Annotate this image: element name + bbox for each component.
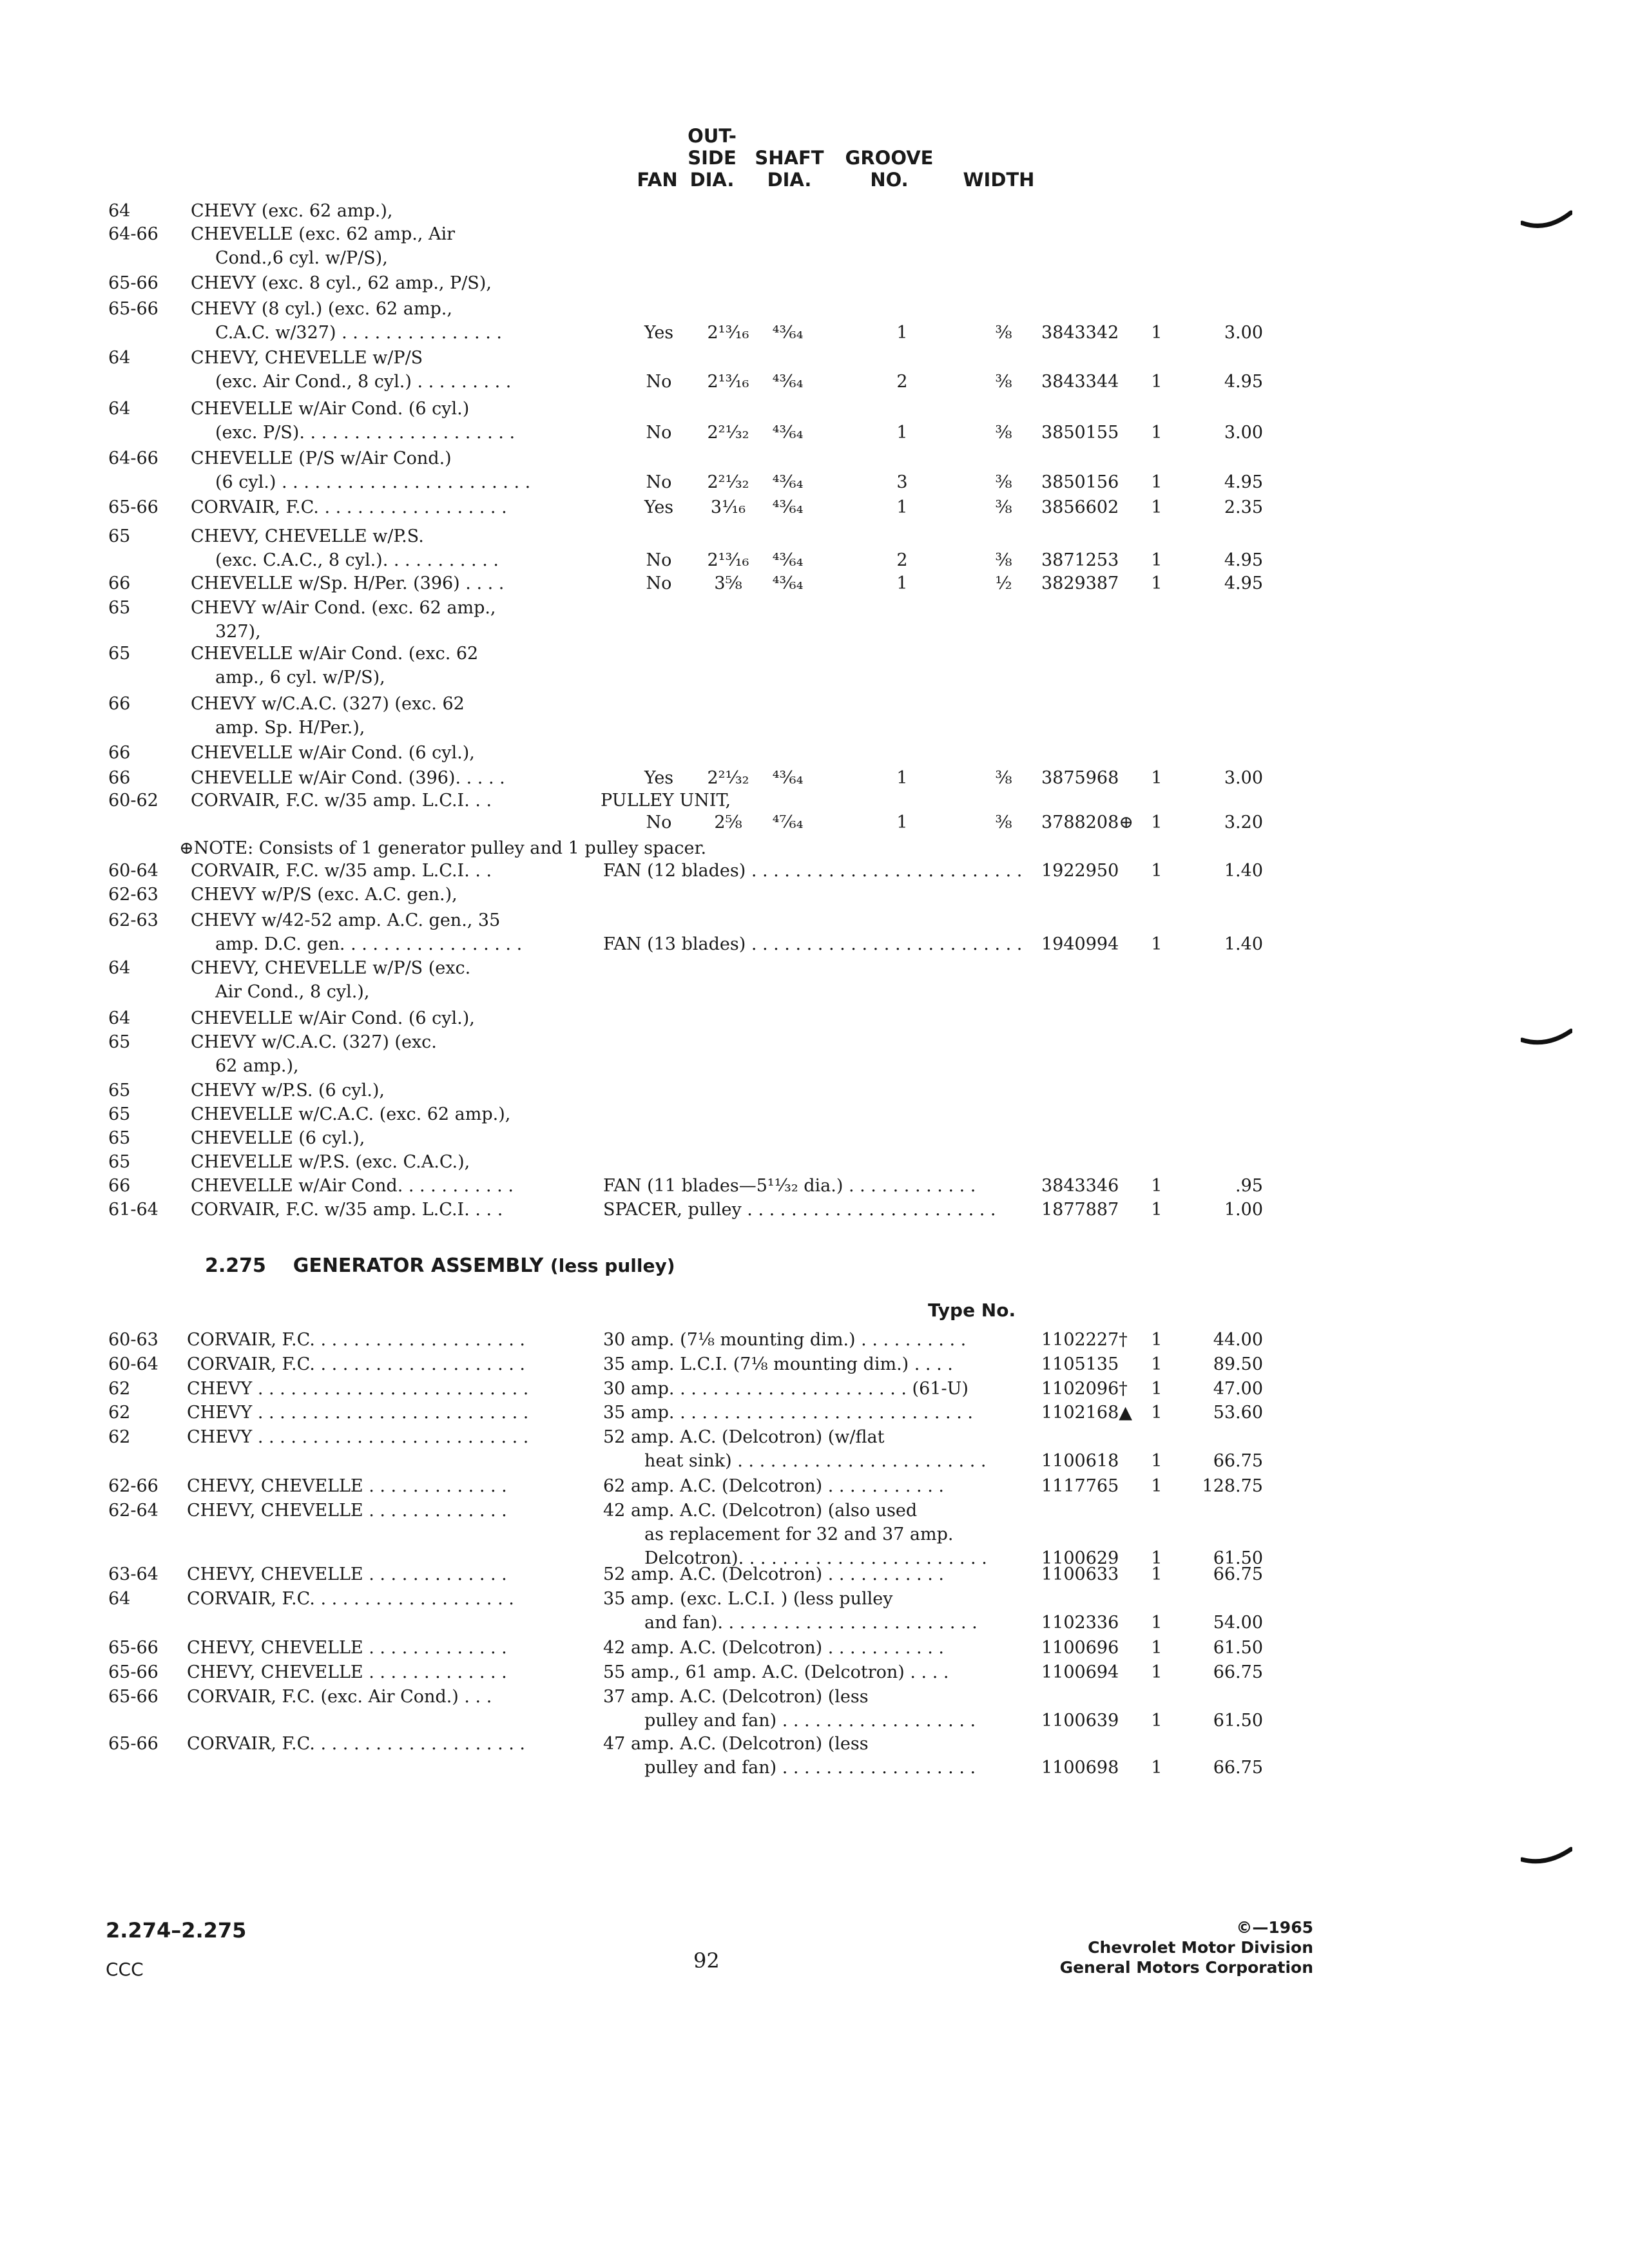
row-item: 55 amp., 61 amp. A.C. (Delcotron) . . . . xyxy=(603,1662,949,1682)
footer-division: Chevrolet Motor Division xyxy=(1088,1938,1313,1957)
row-item: FAN (12 blades) . . . . . . . . . . . . . . . . . . . . . . . . . xyxy=(603,861,1023,881)
col-header-width xyxy=(954,169,1044,191)
row-description: CHEVELLE w/Sp. H/Per. (396) . . . . xyxy=(191,573,505,593)
quantity: 1 xyxy=(1151,323,1162,343)
price: 1.40 xyxy=(1224,934,1263,954)
row-year: 62 xyxy=(108,1427,131,1447)
part-number: 3856602 xyxy=(1041,497,1119,517)
row-description: CHEVY, CHEVELLE . . . . . . . . . . . . . xyxy=(187,1476,507,1496)
quantity: 1 xyxy=(1151,1379,1162,1399)
fan-value: No xyxy=(646,550,672,570)
part-number: 1102096† xyxy=(1041,1379,1128,1399)
fan-value: No xyxy=(646,812,672,832)
row-description: Cond.,6 cyl. w/P/S), xyxy=(215,248,388,268)
outside-dia-value: 2¹³⁄₁₆ xyxy=(707,550,749,570)
row-description: C.A.C. w/327) . . . . . . . . . . . . . . . xyxy=(215,323,502,343)
price: 61.50 xyxy=(1213,1548,1263,1568)
row-description: CHEVELLE (P/S w/Air Cond.) xyxy=(191,448,452,468)
col-header-outside-dia xyxy=(677,125,747,191)
col-header-outside-line1: OUT- xyxy=(688,125,737,147)
shaft-dia-value: ⁴³⁄₆₄ xyxy=(772,423,804,443)
price: 53.60 xyxy=(1213,1403,1263,1423)
row-description: CHEVELLE w/Air Cond. (6 cyl.) xyxy=(191,399,470,419)
outside-dia-value: 3⅝ xyxy=(714,573,742,593)
binder-mark-bottom xyxy=(1521,1843,1572,1869)
footer-copyright: ©—1965 xyxy=(1236,1918,1313,1937)
row-item: 42 amp. A.C. (Delcotron) . . . . . . . . . . . xyxy=(603,1638,944,1658)
row-year: 64 xyxy=(108,348,131,368)
row-year: 65-66 xyxy=(108,1734,159,1754)
quantity: 1 xyxy=(1151,861,1162,881)
row-item: pulley and fan) . . . . . . . . . . . . . . . . . . xyxy=(644,1758,976,1778)
shaft-dia-value: ⁴³⁄₆₄ xyxy=(772,472,804,492)
groove-no-value: 1 xyxy=(896,323,908,343)
width-value: ⅜ xyxy=(995,768,1012,788)
row-item: Delcotron). . . . . . . . . . . . . . . . . . . . . . . xyxy=(644,1548,987,1568)
row-description: CHEVY, CHEVELLE w/P/S xyxy=(191,348,423,368)
row-description: CORVAIR, F.C. w/35 amp. L.C.I. . . xyxy=(191,861,492,881)
row-description: CHEVY (8 cyl.) (exc. 62 amp., xyxy=(191,299,452,319)
groove-no-value: 2 xyxy=(896,372,908,392)
row-description: CORVAIR, F.C. . . . . . . . . . . . . . . . . . . . xyxy=(187,1734,526,1754)
width-value: ⅜ xyxy=(995,550,1012,570)
quantity: 1 xyxy=(1151,812,1162,832)
section-number: 2.275 xyxy=(205,1254,266,1277)
row-year: 64 xyxy=(108,958,131,978)
row-year: 66 xyxy=(108,743,131,763)
row-description: CHEVY, CHEVELLE . . . . . . . . . . . . . xyxy=(187,1564,507,1584)
col-header-shaft-line2: DIA. xyxy=(767,169,812,191)
outside-dia-value: 2²¹⁄₃₂ xyxy=(707,472,749,492)
row-item: and fan). . . . . . . . . . . . . . . . . . . . . . . . xyxy=(644,1613,978,1633)
price: 128.75 xyxy=(1202,1476,1263,1496)
width-value: ⅜ xyxy=(995,472,1012,492)
fan-value: No xyxy=(646,423,672,443)
part-number: 1105135 xyxy=(1041,1354,1119,1374)
quantity: 1 xyxy=(1151,1548,1162,1568)
width-value: ½ xyxy=(995,573,1012,593)
row-item: 62 amp. A.C. (Delcotron) . . . . . . . . . . . xyxy=(603,1476,944,1496)
width-value: ⅜ xyxy=(995,372,1012,392)
page-number: 92 xyxy=(693,1948,720,1973)
price: 4.95 xyxy=(1224,472,1263,492)
part-number: 1100633 xyxy=(1041,1564,1119,1584)
row-description: CHEVELLE (6 cyl.), xyxy=(191,1128,365,1148)
row-year: 65 xyxy=(108,1152,131,1172)
row-item: heat sink) . . . . . . . . . . . . . . . . . . . . . . . xyxy=(644,1451,987,1471)
row-year: 65 xyxy=(108,1128,131,1148)
outside-dia-value: 2⅝ xyxy=(714,812,742,832)
part-number: 1117765 xyxy=(1041,1476,1119,1496)
row-year: 62-66 xyxy=(108,1476,159,1496)
quantity: 1 xyxy=(1151,934,1162,954)
row-description: amp. Sp. H/Per.), xyxy=(215,718,365,738)
row-year: 64 xyxy=(108,1589,131,1609)
price: 54.00 xyxy=(1213,1613,1263,1633)
outside-dia-value: 2¹³⁄₁₆ xyxy=(707,372,749,392)
section-title xyxy=(205,1254,675,1277)
part-number: 1100696 xyxy=(1041,1638,1119,1658)
row-item: 52 amp. A.C. (Delcotron) . . . . . . . . . . . xyxy=(603,1564,944,1584)
footer-code: CCC xyxy=(106,1959,144,1980)
col-header-width-label: WIDTH xyxy=(963,169,1035,191)
footer-section-range: 2.274–2.275 xyxy=(106,1918,247,1943)
row-description: 327), xyxy=(215,622,261,642)
outside-dia-value: 2²¹⁄₃₂ xyxy=(707,768,749,788)
row-item: 35 amp. L.C.I. (7⅛ mounting dim.) . . . . xyxy=(603,1354,953,1374)
row-description: CORVAIR, F.C. w/35 amp. L.C.I. . . xyxy=(191,791,492,811)
price: 66.75 xyxy=(1213,1758,1263,1778)
row-year: 62-63 xyxy=(108,885,159,905)
price: 66.75 xyxy=(1213,1451,1263,1471)
row-year: 64 xyxy=(108,399,131,419)
quantity: 1 xyxy=(1151,372,1162,392)
price: 66.75 xyxy=(1213,1564,1263,1584)
row-description: CHEVY, CHEVELLE . . . . . . . . . . . . . xyxy=(187,1501,507,1521)
row-description: CORVAIR, F.C. . . . . . . . . . . . . . . . . . . . xyxy=(187,1354,526,1374)
col-header-outside-line3: DIA. xyxy=(689,169,735,191)
quantity: 1 xyxy=(1151,1662,1162,1682)
row-description: CHEVY, CHEVELLE w/P.S. xyxy=(191,526,424,546)
fan-value: Yes xyxy=(644,497,674,517)
row-description: CHEVELLE w/C.A.C. (exc. 62 amp.), xyxy=(191,1104,511,1124)
outside-dia-value: 2²¹⁄₃₂ xyxy=(707,423,749,443)
type-no-header: Type No. xyxy=(928,1300,1016,1321)
footer-publisher xyxy=(1018,1917,1313,1977)
price: .95 xyxy=(1235,1176,1263,1196)
binder-mark-middle xyxy=(1521,1026,1572,1052)
row-year: 65-66 xyxy=(108,1687,159,1707)
row-description: CORVAIR, F.C. . . . . . . . . . . . . . . . . . . xyxy=(187,1589,514,1609)
shaft-dia-value: ⁴³⁄₆₄ xyxy=(772,323,804,343)
row-item: 42 amp. A.C. (Delcotron) (also used xyxy=(603,1501,918,1521)
row-year: 64-66 xyxy=(108,448,159,468)
section-subtitle: (less pulley) xyxy=(550,1255,675,1276)
shaft-dia-value: ⁴³⁄₆₄ xyxy=(772,497,804,517)
row-description: CHEVY . . . . . . . . . . . . . . . . . . . . . . . . . xyxy=(187,1427,529,1447)
row-year: 62 xyxy=(108,1379,131,1399)
part-number: 3871253 xyxy=(1041,550,1119,570)
section-heading: GENERATOR ASSEMBLY xyxy=(293,1254,544,1277)
row-description: CHEVY w/P.S. (6 cyl.), xyxy=(191,1081,385,1100)
quantity: 1 xyxy=(1151,1613,1162,1633)
row-description: CHEVELLE w/Air Cond. (exc. 62 xyxy=(191,644,479,664)
price: 1.00 xyxy=(1224,1200,1263,1220)
row-description: CHEVY w/C.A.C. (327) (exc. xyxy=(191,1032,437,1052)
price: 89.50 xyxy=(1213,1354,1263,1374)
row-item: 52 amp. A.C. (Delcotron) (w/flat xyxy=(603,1427,885,1447)
price: 4.95 xyxy=(1224,372,1263,392)
price: 3.20 xyxy=(1224,812,1263,832)
part-number: 1100618 xyxy=(1041,1451,1119,1471)
row-description: (exc. P/S). . . . . . . . . . . . . . . . . . . . xyxy=(215,423,516,443)
shaft-dia-value: ⁴³⁄₆₄ xyxy=(772,550,804,570)
quantity: 1 xyxy=(1151,1711,1162,1731)
part-number: 3843342 xyxy=(1041,323,1119,343)
row-year: 65-66 xyxy=(108,1662,159,1682)
quantity: 1 xyxy=(1151,1451,1162,1471)
row-item: 35 amp. (exc. L.C.I. ) (less pulley xyxy=(603,1589,893,1609)
quantity: 1 xyxy=(1151,1564,1162,1584)
row-item: FAN (13 blades) . . . . . . . . . . . . . . . . . . . . . . . . . xyxy=(603,934,1023,954)
row-description: CHEVY, CHEVELLE . . . . . . . . . . . . . xyxy=(187,1662,507,1682)
quantity: 1 xyxy=(1151,1200,1162,1220)
part-number: 3843344 xyxy=(1041,372,1119,392)
part-number: 1877887 xyxy=(1041,1200,1119,1220)
price: 47.00 xyxy=(1213,1379,1263,1399)
width-value: ⅜ xyxy=(995,497,1012,517)
part-number: 3850156 xyxy=(1041,472,1119,492)
part-number: 3875968 xyxy=(1041,768,1119,788)
row-year: 65-66 xyxy=(108,1638,159,1658)
part-number: 1922950 xyxy=(1041,861,1119,881)
row-year: 65 xyxy=(108,598,131,618)
part-number: 3788208⊕ xyxy=(1041,812,1133,832)
row-description: CHEVY (exc. 8 cyl., 62 amp., P/S), xyxy=(191,273,492,293)
part-number: 1100639 xyxy=(1041,1711,1119,1731)
part-number: 3843346 xyxy=(1041,1176,1119,1196)
row-year: 66 xyxy=(108,1176,131,1196)
width-value: ⅜ xyxy=(995,812,1012,832)
groove-no-value: 2 xyxy=(896,550,908,570)
outside-dia-value: 2¹³⁄₁₆ xyxy=(707,323,749,343)
part-number: 3850155 xyxy=(1041,423,1119,443)
row-year: 64 xyxy=(108,1008,131,1028)
row-item: pulley and fan) . . . . . . . . . . . . . . . . . . xyxy=(644,1711,976,1731)
groove-no-value: 1 xyxy=(896,423,908,443)
price: 3.00 xyxy=(1224,768,1263,788)
price: 4.95 xyxy=(1224,550,1263,570)
quantity: 1 xyxy=(1151,423,1162,443)
row-description: (exc. Air Cond., 8 cyl.) . . . . . . . . . xyxy=(215,372,512,392)
row-year: 65 xyxy=(108,1081,131,1100)
outside-dia-value: 3¹⁄₁₆ xyxy=(710,497,746,517)
row-description: 62 amp.), xyxy=(215,1056,299,1076)
row-year: 60-62 xyxy=(108,791,159,811)
row-year: 65-66 xyxy=(108,497,159,517)
row-item: SPACER, pulley . . . . . . . . . . . . . . . . . . . . . . . xyxy=(603,1200,996,1220)
quantity: 1 xyxy=(1151,1758,1162,1778)
row-item: 30 amp. (7⅛ mounting dim.) . . . . . . . . . . xyxy=(603,1330,967,1350)
row-description: CORVAIR, F.C. . . . . . . . . . . . . . . . . . . . xyxy=(187,1330,526,1350)
quantity: 1 xyxy=(1151,768,1162,788)
row-description: CHEVELLE w/P.S. (exc. C.A.C.), xyxy=(191,1152,470,1172)
quantity: 1 xyxy=(1151,497,1162,517)
row-description: amp., 6 cyl. w/P/S), xyxy=(215,668,385,687)
quantity: 1 xyxy=(1151,550,1162,570)
groove-no-value: 1 xyxy=(896,768,908,788)
quantity: 1 xyxy=(1151,1330,1162,1350)
row-year: 65 xyxy=(108,1032,131,1052)
groove-no-value: 3 xyxy=(896,472,908,492)
row-description: CORVAIR, F.C. w/35 amp. L.C.I. . . . xyxy=(191,1200,503,1220)
row-year: 66 xyxy=(108,768,131,788)
col-header-fan-label: FAN xyxy=(637,169,678,191)
row-item: 47 amp. A.C. (Delcotron) (less xyxy=(603,1734,869,1754)
col-header-shaft-line1: SHAFT xyxy=(755,147,824,169)
price: 44.00 xyxy=(1213,1330,1263,1350)
row-description: CHEVY w/42-52 amp. A.C. gen., 35 xyxy=(191,910,501,930)
row-year: 62 xyxy=(108,1403,131,1423)
col-header-groove-line1: GROOVE xyxy=(845,147,934,169)
col-header-outside-line2: SIDE xyxy=(688,147,737,169)
quantity: 1 xyxy=(1151,573,1162,593)
row-year: 60-64 xyxy=(108,1354,159,1374)
row-description: CHEVELLE w/Air Cond. (396). . . . . xyxy=(191,768,505,788)
groove-no-value: 1 xyxy=(896,812,908,832)
row-description: CHEVELLE w/Air Cond. (6 cyl.), xyxy=(191,743,475,763)
row-description: CHEVY w/C.A.C. (327) (exc. 62 xyxy=(191,694,465,714)
price: 2.35 xyxy=(1224,497,1263,517)
row-description: CHEVY w/Air Cond. (exc. 62 amp., xyxy=(191,598,496,618)
fan-value: No xyxy=(646,472,672,492)
row-description: CORVAIR, F.C. (exc. Air Cond.) . . . xyxy=(187,1687,492,1707)
price: 4.95 xyxy=(1224,573,1263,593)
part-number: 1102227† xyxy=(1041,1330,1128,1350)
shaft-dia-value: ⁴³⁄₆₄ xyxy=(772,372,804,392)
part-number: 1940994 xyxy=(1041,934,1119,954)
shaft-dia-value: ⁴⁷⁄₆₄ xyxy=(772,812,804,832)
row-description: CHEVELLE w/Air Cond. . . . . . . . . . . xyxy=(191,1176,514,1196)
fan-value: No xyxy=(646,573,672,593)
row-year: 61-64 xyxy=(108,1200,159,1220)
quantity: 1 xyxy=(1151,1176,1162,1196)
row-description: CHEVY, CHEVELLE . . . . . . . . . . . . . xyxy=(187,1638,507,1658)
fan-value: No xyxy=(646,372,672,392)
row-description: (6 cyl.) . . . . . . . . . . . . . . . . . . . . . . . xyxy=(215,472,531,492)
row-item: FAN (11 blades—5¹¹⁄₃₂ dia.) . . . . . . . . . . . . xyxy=(603,1176,976,1196)
footer-corporation: General Motors Corporation xyxy=(1059,1958,1313,1977)
row-description: Air Cond., 8 cyl.), xyxy=(215,982,370,1002)
width-value: ⅜ xyxy=(995,423,1012,443)
row-year: 65 xyxy=(108,644,131,664)
row-item: 37 amp. A.C. (Delcotron) (less xyxy=(603,1687,869,1707)
row-year: 60-63 xyxy=(108,1330,159,1350)
row-description: CHEVY w/P/S (exc. A.C. gen.), xyxy=(191,885,458,905)
row-year: 60-64 xyxy=(108,861,159,881)
row-year: 65 xyxy=(108,526,131,546)
row-year: 65-66 xyxy=(108,299,159,319)
row-year: 64-66 xyxy=(108,224,159,244)
row-year: 66 xyxy=(108,694,131,714)
pulley-note: ⊕NOTE: Consists of 1 generator pulley and 1 pulley spacer. xyxy=(179,838,707,858)
row-year: 65-66 xyxy=(108,273,159,293)
col-header-groove-no xyxy=(838,147,941,191)
fan-value: Yes xyxy=(644,323,674,343)
price: 66.75 xyxy=(1213,1662,1263,1682)
price: 61.50 xyxy=(1213,1638,1263,1658)
part-number: 1102336 xyxy=(1041,1613,1119,1633)
row-description: amp. D.C. gen. . . . . . . . . . . . . . . . . xyxy=(215,934,523,954)
row-year: 66 xyxy=(108,573,131,593)
fan-value: Yes xyxy=(644,768,674,788)
row-item: 35 amp. . . . . . . . . . . . . . . . . . . . . . . . . . . . xyxy=(603,1403,973,1423)
row-year: 63-64 xyxy=(108,1564,159,1584)
part-number: 1100694 xyxy=(1041,1662,1119,1682)
row-description: CHEVELLE w/Air Cond. (6 cyl.), xyxy=(191,1008,475,1028)
price: 61.50 xyxy=(1213,1711,1263,1731)
part-number: 1100698 xyxy=(1041,1758,1119,1778)
row-year: 64 xyxy=(108,201,131,221)
row-year: 62-64 xyxy=(108,1501,159,1521)
row-item: 30 amp. . . . . . . . . . . . . . . . . . . . . . (61-U) xyxy=(603,1379,969,1399)
row-description: CHEVY . . . . . . . . . . . . . . . . . . . . . . . . . xyxy=(187,1379,529,1399)
quantity: 1 xyxy=(1151,1476,1162,1496)
row-item: as replacement for 32 and 37 amp. xyxy=(644,1524,954,1544)
price: 3.00 xyxy=(1224,423,1263,443)
part-number: 1100629 xyxy=(1041,1548,1119,1568)
row-description: (exc. C.A.C., 8 cyl.). . . . . . . . . . . xyxy=(215,550,499,570)
row-description: CHEVY, CHEVELLE w/P/S (exc. xyxy=(191,958,471,978)
quantity: 1 xyxy=(1151,1354,1162,1374)
part-number: 3829387 xyxy=(1041,573,1119,593)
quantity: 1 xyxy=(1151,1403,1162,1423)
width-value: ⅜ xyxy=(995,323,1012,343)
groove-no-value: 1 xyxy=(896,573,908,593)
shaft-dia-value: ⁴³⁄₆₄ xyxy=(772,573,804,593)
shaft-dia-value: ⁴³⁄₆₄ xyxy=(772,768,804,788)
row-item-label: PULLEY UNIT, xyxy=(601,791,731,811)
row-year: 65 xyxy=(108,1104,131,1124)
binder-mark-top xyxy=(1521,206,1572,232)
row-description: CHEVY (exc. 62 amp.), xyxy=(191,201,393,221)
groove-no-value: 1 xyxy=(896,497,908,517)
part-number: 1102168▲ xyxy=(1041,1403,1133,1423)
row-year: 62-63 xyxy=(108,910,159,930)
col-header-shaft-dia xyxy=(747,147,831,191)
row-description: CHEVELLE (exc. 62 amp., Air xyxy=(191,224,456,244)
row-description: CHEVY . . . . . . . . . . . . . . . . . . . . . . . . . xyxy=(187,1403,529,1423)
quantity: 1 xyxy=(1151,472,1162,492)
price: 3.00 xyxy=(1224,323,1263,343)
quantity: 1 xyxy=(1151,1638,1162,1658)
price: 1.40 xyxy=(1224,861,1263,881)
row-description: CORVAIR, F.C. . . . . . . . . . . . . . . . . . xyxy=(191,497,507,517)
col-header-groove-line2: NO. xyxy=(870,169,909,191)
